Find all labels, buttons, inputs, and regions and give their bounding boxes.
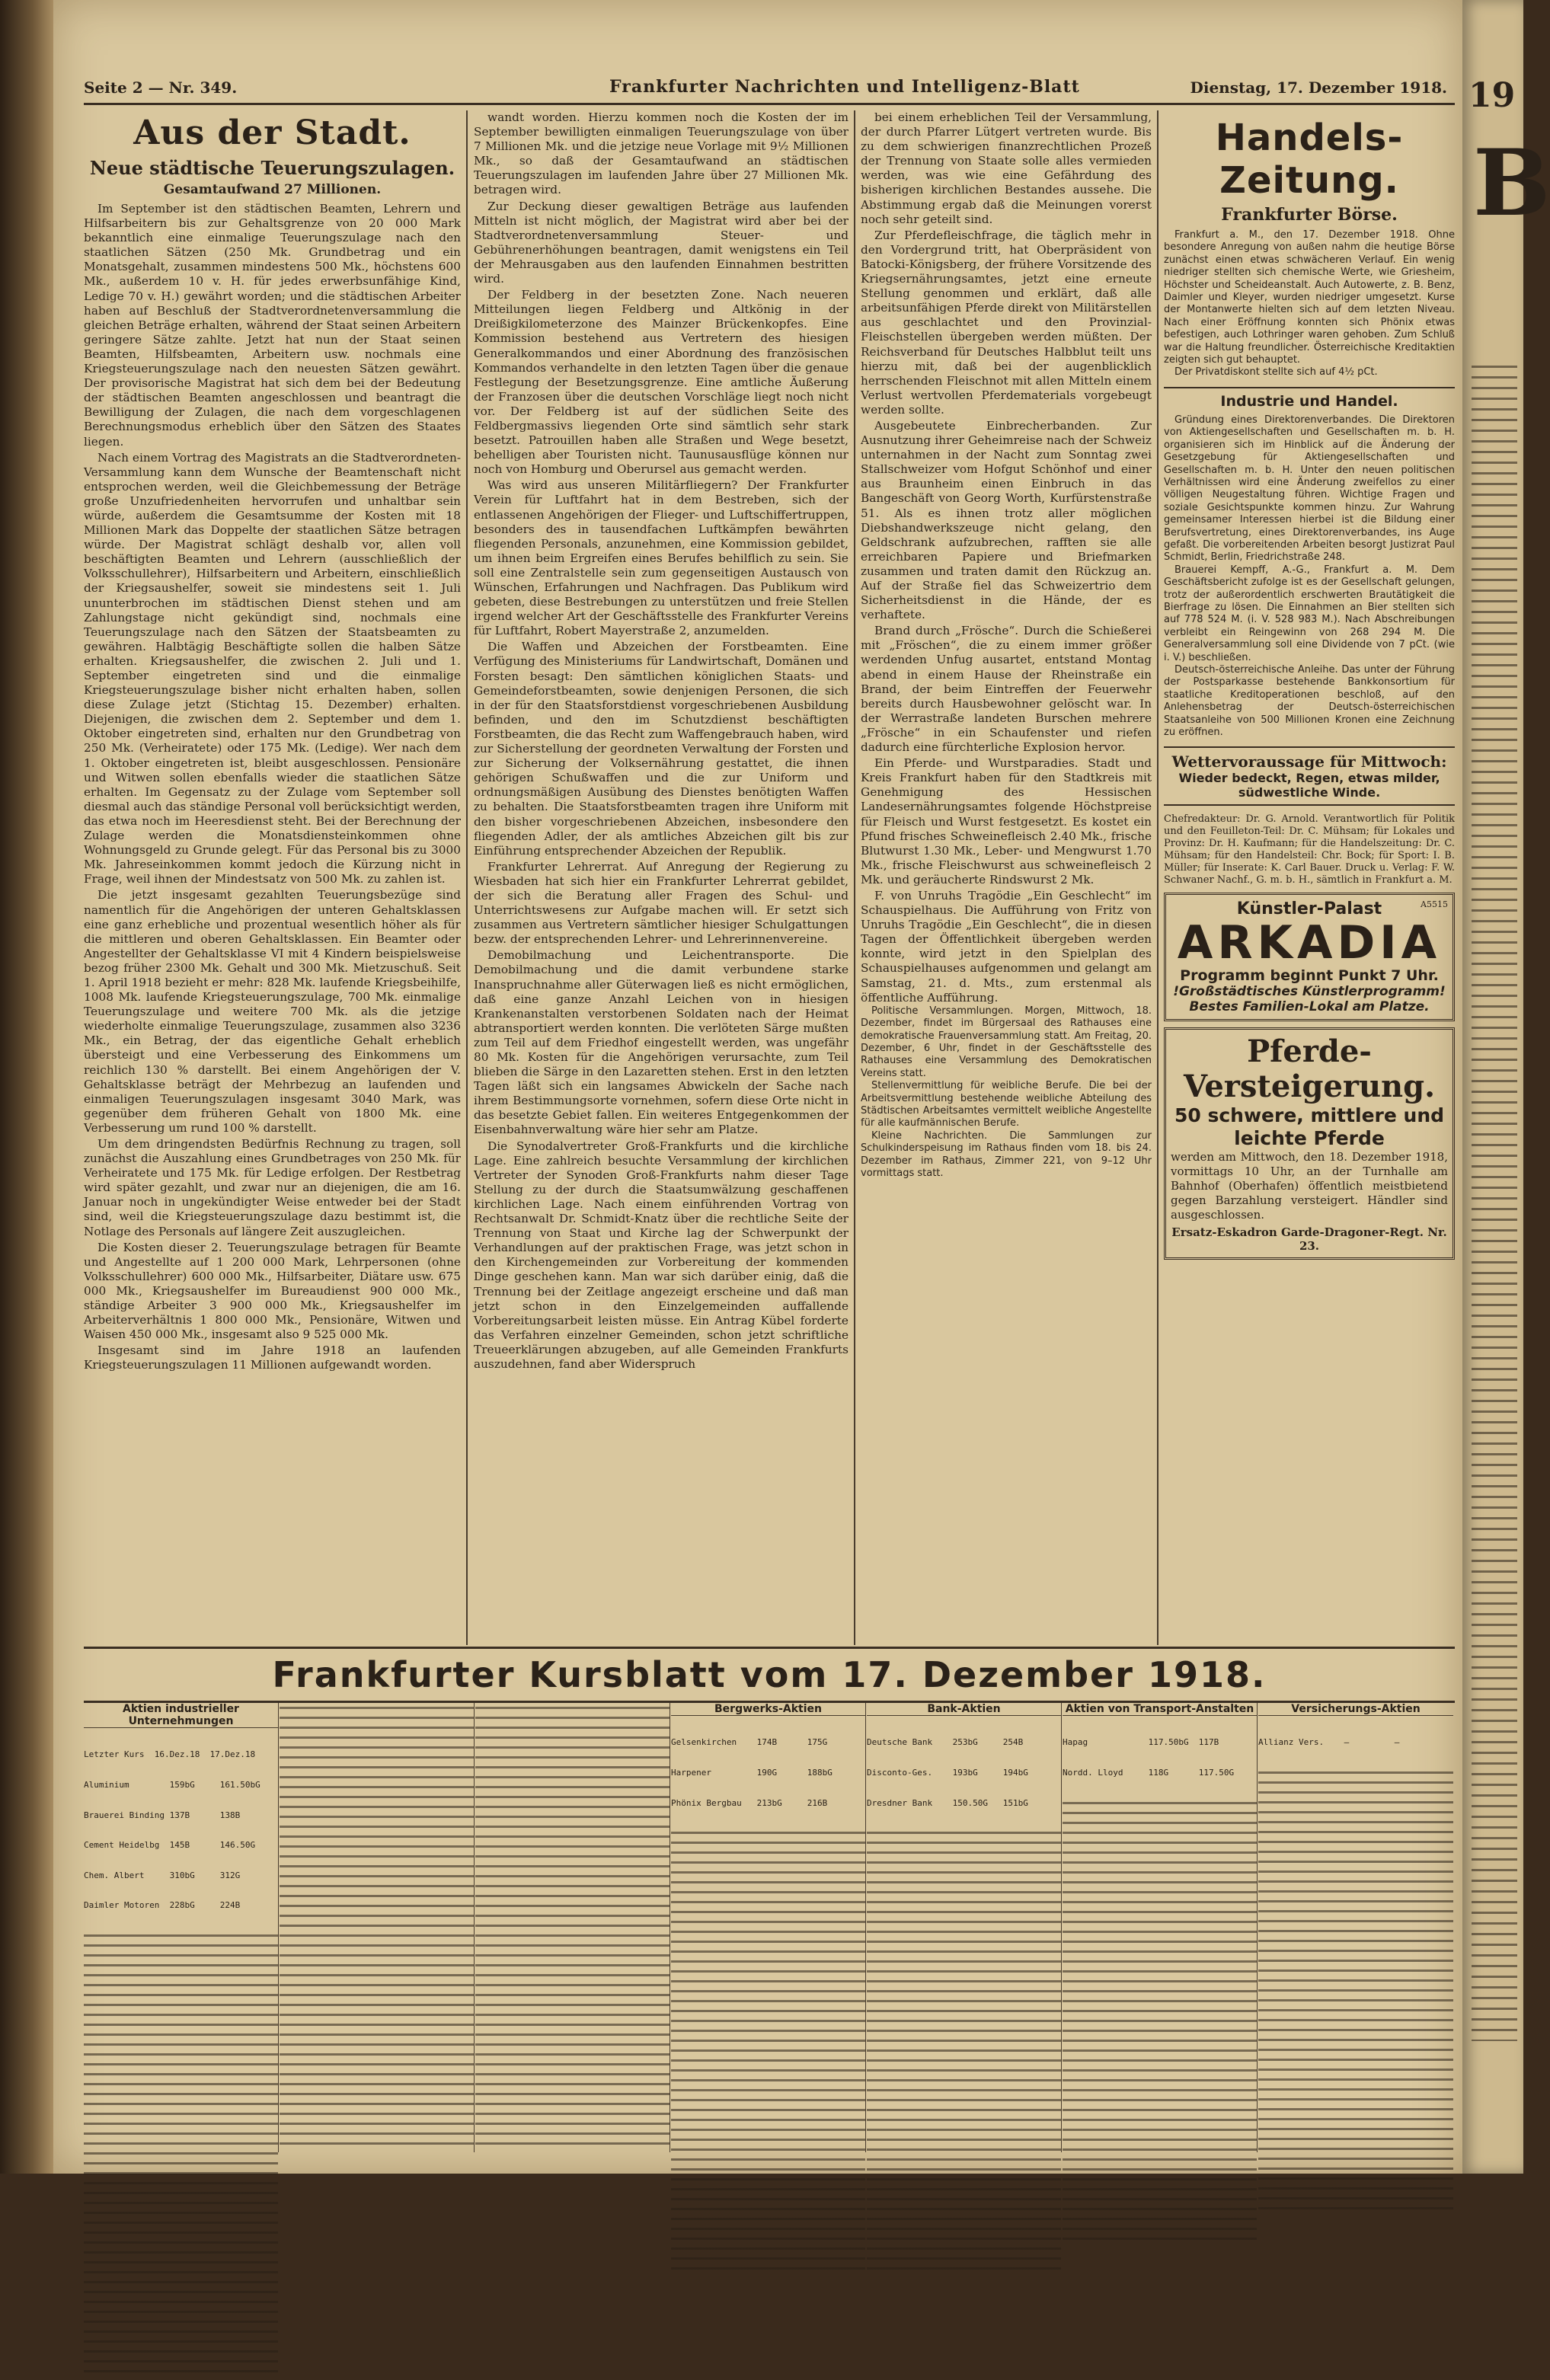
stock-column	[1063, 1703, 1258, 2152]
ad-line: Programm beginnt Punkt 7 Uhr.	[1180, 967, 1439, 985]
stock-table	[84, 1730, 278, 1931]
stock-row: Brauerei Binding 137B 138B	[84, 1810, 241, 1820]
stock-column	[1258, 1703, 1453, 2152]
stock-rows-filler	[84, 1931, 278, 2380]
section-headline: Aus der Stadt.	[133, 113, 411, 152]
column-rule	[466, 110, 468, 1645]
stock-table	[1258, 1717, 1453, 1768]
stock-section-title: Aktien von Transport-Anstalten	[1063, 1703, 1257, 1716]
article-headline: Frankfurter Börse.	[1221, 205, 1398, 225]
article-paragraph: Um dem dringendsten Bedürfnis Rechnung zu tragen, soll zunächst die Auszahlung eines Grundbetrages von 250 Mk. für Verheiratete und 175 Mk. für Ledige erfolgen. Der Restbetrag wird später gezahlt, und zwar nur an diejenigen, die am 16. Januar noch in ungekündigter Weise entweder bei der Stadt sind, weil die Kriegsteuerungszulage dazu bestimmt ist, die Notlage des Personals auf längere Zeit auszugleichen.	[84, 1137, 461, 1238]
stock-row: Nordd. Lloyd 118G 117.50G	[1063, 1768, 1235, 1778]
stock-section-title: Versicherungs-Aktien	[1258, 1703, 1453, 1716]
article-paragraph: Die Waffen und Abzeichen der Forstbeamten. Eine Verfügung des Ministeriums für Landwirtschaft, Domänen und Forsten besagt: Den sämtlichen königlichen Staats- und Gemeindeforstbeamten, sowie denjenigen Personen, die sich in der für den Staatsforstdienst vorgeschriebenen Ausbildung befinden, und den im Schutzdienst beschäftigten Forstbeamten, die das Recht zum Waffengebrauch haben, wird zur Sicherstellung der geordneten Verwaltung der Forsten und zur Sicherung der Volksernährung gestattet, die ihnen gehörigen Schußwaffen und die zur Uniform und ordnungsmäßigen Ausübung des Dienstes benötigten Waffen zu behalten. Die Staatsforstbeamten tragen ihre Uniform mit den bisher vorgeschriebenen Abzeichen, insbesondere den fliegenden Adler, der als amtliches Abzeichen gilt bis zur Einführung entsprechender Abzeichen der Republik.	[474, 640, 849, 858]
stock-list-banner	[84, 1647, 1455, 1703]
article-paragraph: Die jetzt insgesamt gezahlten Teuerungsbezüge sind namentlich für die Angehörigen der unteren Gehaltsklassen eine ganz erhebliche und prozentual wesentlich höher als für die mittleren und oberen Gehaltsklassen. Ein Beamter oder Angestellter der Gehaltsklasse VI mit 4 Kindern beispielsweise bezog früher 2300 Mk. Gehalt und 300 Mk. Mietzuschuß. Seit 1. April 1918 bezieht er mehr: 828 Mk. laufende Kriegsbeihilfe, 1008 Mk. laufende Kriegsteuerungszulage, 700 Mk. einmalige Teuerungszulage und weitere 700 Mk. als die jetzige wiederholte einmalige Teuerungszulage, zusammen also 3236 Mk., ein Betrag, der das eigentliche Gehalt erheblich übersteigt und eine Verbesserung des Einkommens um reichlich 130 % darstellt. Bei einem Angehörigen der V. Gehaltsklasse beträgt der Mehrbezug an laufenden und einmaligen Teuerungszulagen insgesamt 3040 Mark, was gegenüber dem früheren Gehalt von 1800 Mk. eine Verbesserung um rund 100 % darstellt.	[84, 888, 461, 1135]
stock-column	[475, 1703, 670, 2152]
next-page-fragment: 19	[1469, 76, 1516, 115]
article-paragraph: bei einem erheblichen Teil der Versammlung, der durch Pfarrer Lütgert vertreten wurde. Bis zu dem schwierigen finanzrechtlichen Prozeß der Trennung von Staate solle alles vermieden werden, was wie eine Gefährdung des bisherigen kirchlichen Bestandes aussehe. Die Abstimmung ergab daß die Meinungen vorerst noch sehr geteilt sind.	[861, 110, 1152, 226]
column-rule	[1157, 110, 1159, 1645]
stock-list	[84, 1703, 1455, 2152]
stock-list-title: Frankfurter Kursblatt vom 17. Dezember 1918.	[272, 1654, 1267, 1695]
next-page-fragment: B	[1473, 129, 1550, 237]
section-title: Industrie und Handel.	[1164, 387, 1455, 410]
article-paragraph: Frankfurter Lehrerrat. Auf Anregung der Regierung zu Wiesbaden hat sich hier ein Frankfurter Lehrerrat gebildet, der sich die Beratung aller Fragen des Schul- und Unterrichtswesens zur Aufgabe machen will. Er setzt sich zusammen aus Vertretern sämtlicher hiesiger Schulgattungen bezw. der entsprechenden Lehrer- und Lehrerinnenvereine.	[474, 859, 849, 947]
stock-table	[867, 1717, 1061, 1828]
advertisement-arkadia	[1164, 893, 1455, 1021]
stock-rows-filler	[475, 1703, 670, 2152]
newspaper-name: Frankfurter Nachrichten und Intelligenz-Blatt	[609, 77, 1080, 97]
weather-text: Wieder bedeckt, Regen, etwas milder, südwestliche Winde.	[1178, 771, 1440, 800]
stock-column	[84, 1703, 279, 2152]
column-3	[861, 110, 1152, 1645]
industry-news: Brauerei Kempff, A.-G., Frankfurt a. M. Dem Geschäftsbericht zufolge ist es der Gesellschaft gelungen, trotz der außerordentlich erschwerten Brautätigkeit die Bierfrage zu lösen. Die Einnahmen an Bier stellten sich auf 778 524 M. (i. V. 528 983 M.). Nach Abschreibungen verbleibt ein Reingewinn von 268 294 M. Die Generalversammlung soll eine Dividende von 7 pCt. (wie i. V.) beschließen.	[1164, 564, 1455, 663]
stock-row: Phönix Bergbau 213bG 216B	[671, 1797, 828, 1808]
stock-section-title: Bergwerks-Aktien	[671, 1703, 865, 1716]
stock-row: Allianz Vers. — —	[1258, 1737, 1400, 1748]
article-subheadline: Gesamtaufwand 27 Millionen.	[163, 182, 382, 197]
advertisement-horse-auction	[1164, 1027, 1455, 1260]
article-paragraph: Zur Pferdefleischfrage, die täglich mehr in den Vordergrund tritt, hat Oberpräsident von Batocki-Königsberg, der frühere Vorsitzende des Kriegsernährungsamtes, jetzt eine erneute Stellung genommen und erklärt, daß alle arbeitsunfähigen Pferde direkt von Militärstellen aus geschlachtet und den Provinzial-Fleischstellen übergeben werden müßten. Der Reichsverband für Deutsches Halbblut teilt uns hierzu mit, daß bei der augenblicklich herrschenden Fleischnot mit allen Mitteln einem Verlust wertvollen Pferdematerials vorgebeugt werden sollte.	[861, 228, 1152, 417]
stock-row: Deutsche Bank 253bG 254B	[867, 1737, 1024, 1748]
industry-news: Deutsch-österreichische Anleihe. Das unter der Führung der Postsparkasse bestehende Bankkonsortium für staatliche Kreditoperationen beschloß, auf den Anlehensbetrag der Deutsch-österreichischen Staatsanleihe von 500 Millionen Kronen eine Zeichnung zu eröffnen.	[1164, 664, 1455, 739]
market-report: Der Privatdiskont stellte sich auf 4½ pCt.	[1174, 366, 1378, 379]
book-binding	[0, 0, 53, 2174]
article-paragraph: Zur Deckung dieser gewaltigen Beträge aus laufenden Mitteln ist nicht möglich, der Magistrat wird aber bei der Stadtverordnetenversammlung Steuer- und Gebührenerhöhungen beantragen, damit wenigstens ein Teil der Mehrausgaben aus den laufenden Einnahmen bestritten wird.	[474, 199, 849, 286]
ad-line: Bestes Familien-Lokal am Platze.	[1189, 999, 1430, 1015]
impressum: Chefredakteur: Dr. G. Arnold. Verantwortlich für Politik und den Feuilleton-Teil: Dr. C. Mühsam; für Lokales und Provinz: Dr. H. Kaufmann; für die Handelszeitung: Dr. C. Mühsam; für den Handelsteil: Chr. Bock; für Sport: I. B. Müller; für Inserate: K. Carl Bauer. Druck u. Verlag: F. W. Schwaner Nachf., G. m. b. H., sämtlich in Frankfurt a. M.	[1164, 813, 1455, 887]
article-paragraph: Ein Pferde- und Wurstparadies. Stadt und Kreis Frankfurt haben für den Stadtkreis mit Genehmigung des Hessischen Landesernährungsamtes folgende Höchstpreise für Fleisch und Wurst festgesetzt. Es kostet ein Pfund frisches Schweinefleisch 2.40 Mk., frische Blutwurst 1.30 Mk., Leber- und Mengwurst 1.70 Mk., frische Fleischwurst aus schweinefleisch 2 Mk. und geräucherte Rindswurst 2 Mk.	[861, 756, 1152, 887]
stock-row: Chem. Albert 310bG 312G	[84, 1870, 241, 1880]
stock-rows-filler	[867, 1828, 1061, 2277]
stock-column	[671, 1703, 866, 2152]
stock-row: Disconto-Ges. 193bG 194bG	[867, 1768, 1028, 1778]
industry-news: Gründung eines Direktorenverbandes. Die Direktoren von Aktiengesellschaften und Gesellschaften m. b. H. organisieren sich im Hinblick auf die Änderung der Gesetzgebung für Aktiengesellschaften und Gesellschaften m. b. H. Unter den neuen politischen Verhältnissen wird eine Änderung zweifellos zu einer völligen Neugestaltung führen. Wichtige Fragen und soziale Gesichtspunkte kommen hinzu. Zur Wahrung gemeinsamer Interessen hierbei ist die Bildung einer Berufsvertretung, eines Direktorenverbandes, ins Auge gefaßt. Die vorbereitenden Arbeiten besorgt Justizrat Paul Schmidt, Berlin, Friedrichstraße 248.	[1164, 414, 1455, 564]
ad-top-line: Künstler-Palast	[1236, 899, 1382, 919]
section-headline: Handels-Zeitung.	[1215, 117, 1404, 202]
article-paragraph: Demobilmachung und Leichentransporte. Die Demobilmachung und die damit verbundene starke Inanspruchnahme aller Güterwagen ließ es nicht ermöglichen, daß eine ganze Anzahl Leichen von in hiesigen Krankenanstalten verstorbenen Soldaten nach der Heimat abtransportiert werden konnten. Die verlöteten Särge mußten zum Teil auf dem Friedhof eingestellt werden, was ungefähr 80 Mk. Kosten für die Angehörigen verursachte, zum Teil blieben die Särge in den Lazaretten stehen. Erst in den letzten Tagen läßt sich ein langsames Abwickeln der Sache nach ihrem Bestimmungsorte vornehmen, sofern diese Orte nicht in das besetzte Gebiet fallen. Ein weiteres Entgegenkommen der Eisenbahnverwaltung wäre hier sehr am Platze.	[474, 948, 849, 1137]
issue-date: Dienstag, 17. Dezember 1918.	[1190, 78, 1447, 97]
stock-rows-filler	[1063, 1798, 1257, 2247]
stock-row: Gelsenkirchen 174B 175G	[671, 1737, 828, 1748]
ad-title: Pferde-Versteigerung.	[1183, 1033, 1436, 1105]
article-paragraph: Politische Versammlungen. Morgen, Mittwoch, 18. Dezember, findet im Bürgersaal des Rathauses eine demokratische Frauenversammlung statt. Am Freitag, 20. Dezember, 6 Uhr, findet in der Geschäftsstelle des Rathauses eine Versammlung des Demokratischen Vereins statt.	[861, 1005, 1152, 1079]
stock-row: Hapag 117.50bG 117B	[1063, 1737, 1219, 1748]
stock-row: Harpener 190G 188bG	[671, 1768, 833, 1778]
column-1	[84, 110, 461, 1645]
article-headline: Neue städtische Teuerungszulagen.	[89, 157, 455, 179]
ad-subtitle: 50 schwere, mittlere und leichte Pferde	[1174, 1104, 1445, 1150]
stock-row: Daimler Motoren 228bG 224B	[84, 1900, 241, 1911]
column-2	[474, 110, 849, 1645]
page-number: Seite 2 — Nr. 349.	[84, 78, 238, 97]
stock-section-title: Bank-Aktien	[867, 1703, 1061, 1716]
ad-footer: Ersatz-Eskadron Garde-Dragoner-Regt. Nr. 23.	[1171, 1225, 1447, 1254]
ad-code: A5515	[1421, 899, 1448, 910]
article-paragraph: Was wird aus unseren Militärfliegern? Der Frankfurter Verein für Luftfahrt hat in dem Bestreben, sich der entlassenen Angehörigen der Flieger- und Luftschiffertruppen, besonders des in tausendfachen Luftkämpfen bewährten fliegenden Personals, anzunehmen, eine Kommission gebildet, um ihnen beim Ergreifen eines Berufes behilflich zu sein. Sie soll eine Zentralstelle sein zum gegenseitigen Austausch von Wünschen, Erfahrungen und Nachfragen. Das Publikum wird gebeten, diese Bestrebungen zu unterstützen und freie Stellen irgend welcher Art der Geschäftsstelle des Frankfurter Vereins für Luftfahrt, Robert Mayerstraße 2, anzumelden.	[474, 478, 849, 638]
article-paragraph: F. von Unruhs Tragödie „Ein Geschlecht“ im Schauspielhaus. Die Aufführung von Fritz von Unruhs Tragödie „Ein Geschlecht“, die in diesen Tagen der Öffentlichkeit übergeben werden konnte, wird jetzt in den Spielplan des Schauspielhauses aufgenommen und gelangt am Samstag, 21. d. Mts., zum erstenmal als öffentliche Aufführung.	[861, 888, 1152, 1005]
column-rule	[854, 110, 855, 1645]
article-paragraph: wandt worden. Hierzu kommen noch die Kosten der im September bewilligten einmaligen Teuerungszulage von über 7 Millionen Mk. und die jetzige neue Vorlage mit 9½ Millionen Mk., so daß der Gesamtaufwand an städtischen Teuerungszulagen im laufenden Jahre über 27 Millionen Mk. betragen wird.	[474, 110, 849, 197]
article-paragraph: Kleine Nachrichten. Die Sammlungen zur Schulkinderspeisung im Rathaus finden vom 18. bis 24. Dezember im Rathaus, Zimmer 221, von 9–12 Uhr vormittags statt.	[861, 1129, 1152, 1179]
stock-rows-filler	[1258, 1768, 1453, 2217]
ad-name: ARKADIA	[1177, 916, 1442, 970]
article-paragraph: Brand durch „Frösche“. Durch die Schießerei mit „Fröschen“, die zu einem immer größer werdenden Unfug ausartet, entstand Montag abend in einem Hause der Rheinstraße ein Brand, der beim Eintreffen der Feuerwehr bereits durch Hausbewohner gelöscht war. In der Werrastraße landeten Burschen mehrere „Frösche“ in ein Schaufenster und riefen dadurch eine fürchterliche Explosion hervor.	[861, 624, 1152, 755]
stock-row: Aluminium 159bG 161.50bG	[84, 1780, 260, 1791]
ad-text: werden am Mittwoch, den 18. Dezember 1918, vormittags 10 Uhr, an der Turnhalle am Bahnhof (Oberhafen) öffentlich meistbietend gegen Barzahlung versteigert. Händler sind ausgeschlossen.	[1171, 1150, 1448, 1222]
article-paragraph: Stellenvermittlung für weibliche Berufe. Die bei der Arbeitsvermittlung bestehende weibliche Abteilung des Städtischen Arbeitsamtes vermittelt weibliche Angestellte für alle kaufmännischen Berufe.	[861, 1080, 1152, 1129]
article-paragraph: Die Synodalvertreter Groß-Frankfurts und die kirchliche Lage. Eine zahlreich besuchte Versammlung der kirchlichen Vertreter der Synoden Groß-Frankfurts nahm dieser Tage Stellung zu der durch die Staatsumwälzung geschaffenen kirchlichen Lage. Nach einem einführenden Vortrag von Rechtsanwalt Dr. Schmidt-Knatz über die rechtliche Seite der Trennung von Staat und Kirche lag der Schwerpunkt der Verhandlungen auf der praktischen Frage, was jetzt schon in den Kirchengemeinden zur Vorbereitung der kommenden Dinge geschehen kann. Man war sich darüber einig, daß die Trennung bei der Zeitlage angezeigt erscheine und daß man jetzt schon in den Einzelgemeinden auffallende Vorbereitungsarbeit leisten müsse. Ein Antrag Kübel forderte das Verfahren einzelner Gemeinden, schon jetzt schriftliche Treueerklärungen abzugeben, auf alle Gemeinden Frankfurts auszudehnen, fand aber Widerspruch	[474, 1139, 849, 1371]
stock-table	[671, 1717, 865, 1828]
stock-row: Letzter Kurs 16.Dez.18 17.Dez.18	[84, 1749, 256, 1760]
stock-column	[867, 1703, 1062, 2152]
article-paragraph: Insgesamt sind im Jahre 1918 an laufenden Kriegsteuerungszulagen 11 Millionen aufgewandt worden.	[84, 1343, 461, 1372]
stock-rows-filler	[671, 1828, 865, 2277]
column-4	[1164, 110, 1455, 1645]
stock-row: Dresdner Bank 150.50G 151bG	[867, 1797, 1028, 1808]
next-page-text-lines	[1472, 366, 1517, 2041]
weather-box	[1164, 746, 1455, 806]
stock-table	[1063, 1717, 1257, 1798]
article-paragraph: Der Feldberg in der besetzten Zone. Nach neueren Mitteilungen liegen Feldberg und Altkönig in der Dreißigkilometerzone des Mainzer Brückenkopfes. Eine Kommission bestehend aus Vertretern des hiesigen Generalkommandos und einer Abordnung des französischen Kommandos verhandelte in den letzten Tagen über die genaue Festlegung der Besetzungsgrenze. Eine amtliche Äußerung der Franzosen über die deutschen Vorschläge liegt noch nicht vor. Der Feldberg ist auf der südlichen Seite des Feldbergmassivs liegenden Orte sind sämtlich sehr stark besetzt. Patrouillen haben alle Straßen und Wege besetzt, behelligen aber Touristen nicht. Taunusausflüge können nur noch von Homburg und Oberursel aus gemacht werden.	[474, 288, 849, 477]
market-report: Frankfurt a. M., den 17. Dezember 1918. Ohne besondere Anregung von außen nahm die heutige Börse zunächst einen etwas schwächeren Verlauf. Ein wenig niedriger stellten sich chemische Werte, wie Griesheim, Höchster und Scheideanstalt. Auch Autowerte, z. B. Benz, Daimler und Kleyer, wurden niedriger umgesetzt. Kurse der Montanwerte hielten sich auf dem letzten Niveau. Nach einer Eröffnung konnten sich Phönix etwas befestigen, auch Lothringer waren gehoben. Zum Schluß war die Haltung freundlicher. Österreichische Kreditaktien zeigten sich gut behauptet.	[1164, 229, 1455, 366]
stock-rows-filler	[280, 1703, 474, 2152]
weather-title: Wettervoraussage für Mittwoch:	[1171, 752, 1447, 772]
ad-line: !Großstädtisches Künstlerprogramm!	[1173, 984, 1446, 1000]
article-paragraph: Ausgebeutete Einbrecherbanden. Zur Ausnutzung ihrer Geheimreise nach der Schweiz unternahmen in der Nacht zum Sonntag zwei Stallschweizer vom Hofgut Schönhof und einer aus Braunheim einen Einbruch in das Bangeschäft von Georg Worth, Kurfürstenstraße 51. Als es ihnen trotz aller möglichen Diebshandwerkszeuge nicht gelang, den Geldschrank aufzubrechen, rafften sie alle erreichbaren Papiere und Briefmarken zusammen und traten damit den Rückzug an. Auf der Straße fiel das Schweizertrio dem Sicherheitsdienst in die Hände, der es verhaftete.	[861, 418, 1152, 622]
article-paragraph: Im September ist den städtischen Beamten, Lehrern und Hilfsarbeitern bis zur Gehaltsgrenze von 20 000 Mark bekanntlich eine einmalige Teuerungszulage nach den staatlichen Sätzen (250 Mk. Grundbetrag und ein Monatsgehalt, zusammen mindestens 500 Mk., höchstens 600 Mk., außerdem 10 v. H. für jedes erwerbsunfähige Kind, Ledige 70 v. H.) gewährt worden; und die städtischen Arbeiter haben auf Beschluß der Stadtverordnetenversammlung die gleichen Beträge erhalten, während der Staat seinen Arbeitern geringere Sätze zahlte. Jetzt hat nun der Staat seinen Beamten, Hilfsbeamten, Arbeitern usw. nochmals eine Kriegsteuerungszulage nach den neuesten Sätzen gewährt. Der provisorische Magistrat hat sich dem bei der Bedeutung der städtischen Beamten angeschlossen und beantragt die Bewilligung der Zulagen, die nach dem vorgeschlagenen Berechnungsmodus erheblich über den Sätzen des Staates liegen.	[84, 202, 461, 449]
stock-row: Cement Heidelbg 145B 146.50G	[84, 1840, 256, 1851]
next-page-edge	[1462, 0, 1550, 2174]
page-header	[84, 72, 1455, 105]
article-paragraph: Nach einem Vortrag des Magistrats an die Stadtverordneten-Versammlung kann dem Wunsche der Beamtenschaft nicht entsprochen werden, weil die Gleichbemessung der Beträge große Unzufriedenheiten hervorrufen und unhaltbar sein würde, außerdem die Gesamtsumme der Kosten mit 18 Millionen Mark das Doppelte der staatlichen Sätze betragen würde. Der Magistrat schlägt deshalb vor, allen voll beschäftigten Beamten und Lehrern (ausschließlich der Volksschullehrer), Hilfsarbeitern und Arbeitern, einschließlich der Kriegsaushelfer, soweit sie mindestens seit 1. Juli ununterbrochen im städtischen Dienst stehen und am Zahlungstage nicht gekündigt sind, nochmals eine Teuerungszulage nach den Sätzen der Staatsbeamten zu gewähren. Halbtägig Beschäftigte sollen die halben Sätze erhalten. Kriegsaushelfer, die zwischen 2. Juli und 1. September eingetreten sind und die einmalige Kriegsteuerungszulage bisher nicht erhalten haben, sollen diese Zulage jetzt (Stichtag 15. Dezember) erhalten. Diejenigen, die zwischen dem 2. September und dem 1. Oktober eingetreten sind, erhalten nur den Grundbetrag von 250 Mk. (Verheiratete) oder 175 Mk. (Ledige). Wer nach dem 1. Oktober eingetreten ist, bleibt ausgeschlossen. Pensionäre und Witwen sollen ebenfalls wieder die staatlichen Sätze erhalten. Im Gegensatz zu der Zulage vom September soll diesmal auch das ständige Personal voll berücksichtigt werden, das etwa noch im Heeresdienst steht. Bei der Berechnung der Zulage werden die Monatsdiensteinkommen ohne Wohnungsgeld zu Grunde gelegt. Für das Personal bis zu 3000 Mk. Jahreseinkommen kommt jedoch die Kürzung nicht in Frage, weil ihnen der Mindestsatz von 500 Mk. zu zahlen ist.	[84, 450, 461, 887]
stock-section-title: Aktien industrieller Unternehmungen	[84, 1703, 278, 1728]
article-paragraph: Die Kosten dieser 2. Teuerungszulage betragen für Beamte und Angestellte auf 1 200 000 Mark, Lehrpersonen (ohne Volksschullehrer) 600 000 Mk., Hilfsarbeiter, Diätare usw. 675 000 Mk., Kriegsaushelfer im Bureaudienst 900 000 Mk., ständige Arbeiter 3 900 000 Mk., Kriegsaushelfer im Arbeiterverhältnis 1 800 000 Mk., Pensionäre, Witwen und Waisen 450 000 Mk., insgesamt also 9 525 000 Mk.	[84, 1240, 461, 1342]
stock-column	[280, 1703, 475, 2152]
